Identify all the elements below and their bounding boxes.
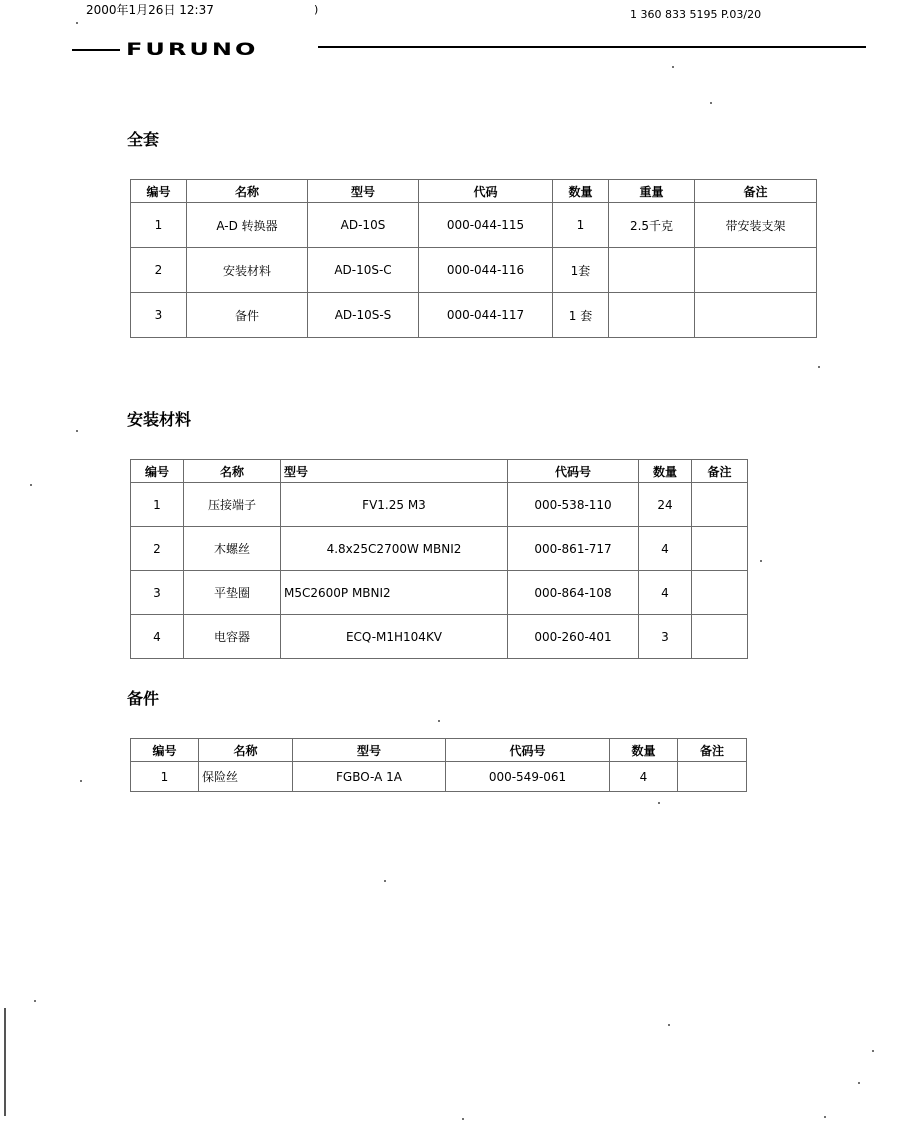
table-cell: 1 套 (553, 293, 609, 338)
scan-speck (462, 1118, 464, 1120)
table-row (131, 615, 748, 659)
table-cell: 3 (639, 615, 692, 659)
scan-speck (672, 66, 674, 68)
table-cell: 4 (131, 615, 184, 659)
scan-speck (384, 880, 386, 882)
column-header: 备注 (678, 739, 747, 762)
table-cell: 1套 (553, 248, 609, 293)
table-cell: 000-044-115 (419, 203, 553, 248)
scan-speck (818, 366, 820, 368)
table-cell: ECQ-M1H104KV (281, 615, 508, 659)
column-header: 型号 (308, 180, 419, 203)
table-cell: 000-260-401 (508, 615, 639, 659)
column-header: 代码号 (446, 739, 610, 762)
table-cell: 1 (131, 483, 184, 527)
fax-mark: ) (314, 3, 319, 16)
scan-speck (658, 802, 660, 804)
spare-parts-table (130, 738, 747, 792)
table-row (131, 248, 817, 293)
scan-speck (438, 720, 440, 722)
table-row (131, 483, 748, 527)
table-cell (692, 615, 748, 659)
column-header: 名称 (187, 180, 308, 203)
table-cell (695, 248, 817, 293)
scan-speck (80, 780, 82, 782)
column-header: 编号 (131, 739, 199, 762)
scan-speck (872, 1050, 874, 1052)
table-cell: 24 (639, 483, 692, 527)
table-cell: FGBO-A 1A (293, 762, 446, 792)
table-cell: 1 (131, 762, 199, 792)
install-materials-table (130, 459, 748, 659)
table-cell: 木螺丝 (184, 527, 281, 571)
header-rule-left (72, 49, 120, 51)
table-cell: 3 (131, 571, 184, 615)
table-cell: 1 (553, 203, 609, 248)
table-cell: A-D 转换器 (187, 203, 308, 248)
table-cell (678, 762, 747, 792)
column-header: 编号 (131, 180, 187, 203)
column-header: 重量 (609, 180, 695, 203)
table-header-row (131, 739, 747, 762)
table-cell (692, 483, 748, 527)
scan-speck (30, 484, 32, 486)
table-cell (609, 293, 695, 338)
scan-speck (760, 560, 762, 562)
scan-speck (824, 1116, 826, 1118)
column-header: 代码号 (508, 460, 639, 483)
table-cell: 000-044-116 (419, 248, 553, 293)
table-cell: AD-10S-S (308, 293, 419, 338)
column-header: 型号 (281, 460, 508, 483)
scan-speck (858, 1082, 860, 1084)
table-cell: 压接端子 (184, 483, 281, 527)
table-cell (609, 248, 695, 293)
table-cell: 安装材料 (187, 248, 308, 293)
column-header: 名称 (199, 739, 293, 762)
scan-speck (76, 430, 78, 432)
scan-speck (668, 1024, 670, 1026)
column-header: 数量 (553, 180, 609, 203)
full-set-table (130, 179, 817, 338)
table-cell: M5C2600P MBNI2 (281, 571, 508, 615)
table-header-row (131, 460, 748, 483)
table-cell: 2 (131, 248, 187, 293)
table-cell: 备件 (187, 293, 308, 338)
column-header: 数量 (639, 460, 692, 483)
section-title-install-materials: 安装材料 (127, 410, 192, 429)
table-cell: 平垫圈 (184, 571, 281, 615)
section-title-full-set: 全套 (127, 130, 160, 149)
table-cell: FV1.25 M3 (281, 483, 508, 527)
table-cell: 2.5千克 (609, 203, 695, 248)
scan-speck (76, 22, 78, 24)
section-title-spare-parts: 备件 (127, 689, 160, 708)
column-header: 名称 (184, 460, 281, 483)
table-header-row (131, 180, 817, 203)
table-row (131, 571, 748, 615)
table-cell: 000-864-108 (508, 571, 639, 615)
column-header: 编号 (131, 460, 184, 483)
table-cell: 4.8x25C2700W MBNI2 (281, 527, 508, 571)
table-cell: 4 (610, 762, 678, 792)
header-rule-right (318, 46, 866, 48)
table-row (131, 203, 817, 248)
column-header: 备注 (692, 460, 748, 483)
table-cell: 2 (131, 527, 184, 571)
table-cell: 1 (131, 203, 187, 248)
column-header: 备注 (695, 180, 817, 203)
table-cell: 保险丝 (199, 762, 293, 792)
fax-datetime: 2000年1月26日 12:37 (86, 3, 214, 17)
table-row (131, 293, 817, 338)
table-cell: 000-861-717 (508, 527, 639, 571)
table-cell: AD-10S-C (308, 248, 419, 293)
table-row (131, 527, 748, 571)
table-cell: 3 (131, 293, 187, 338)
scan-speck (34, 1000, 36, 1002)
table-cell: 000-549-061 (446, 762, 610, 792)
furuno-logo: FURUNO (126, 38, 259, 60)
table-cell: 000-538-110 (508, 483, 639, 527)
column-header: 数量 (610, 739, 678, 762)
table-cell: AD-10S (308, 203, 419, 248)
table-cell: 电容器 (184, 615, 281, 659)
table-cell (695, 293, 817, 338)
table-row (131, 762, 747, 792)
table-cell (692, 527, 748, 571)
table-cell: 000-044-117 (419, 293, 553, 338)
table-cell: 4 (639, 527, 692, 571)
scan-speck (710, 102, 712, 104)
table-cell: 4 (639, 571, 692, 615)
scan-edge-line (4, 1008, 6, 1116)
fax-number-page: 1 360 833 5195 P.03/20 (630, 8, 762, 21)
column-header: 代码 (419, 180, 553, 203)
column-header: 型号 (293, 739, 446, 762)
table-cell (692, 571, 748, 615)
table-cell: 带安装支架 (695, 203, 817, 248)
